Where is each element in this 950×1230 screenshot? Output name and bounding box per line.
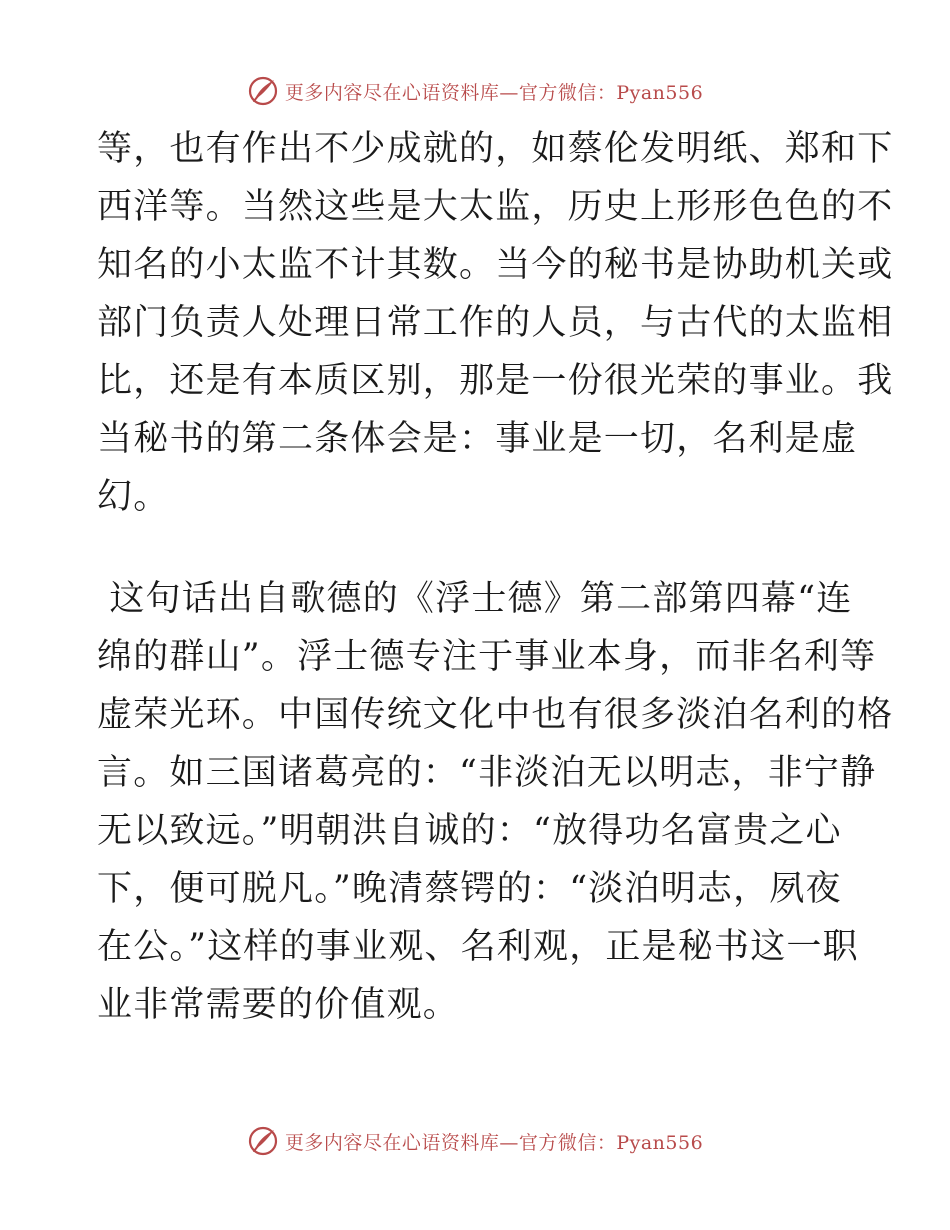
paragraph-2 [97, 570, 894, 1034]
footer-banner [0, 1121, 950, 1161]
text-line: 言。如三国诸葛亮的：“非淡泊无以明志，非宁静 [97, 753, 877, 793]
text-line: 西洋等。当然这些是大太监，历史上形形色色的不 [97, 187, 894, 227]
text-line: 部门负责人处理日常工作的人员，与古代的太监相 [97, 303, 894, 343]
footer-banner-text: 更多内容尽在心语资料库—官方微信：Pyan556 [284, 1131, 704, 1154]
text-line: 业非常需要的价值观。 [97, 985, 460, 1025]
paragraph-gap [97, 526, 857, 570]
header-banner-text: 更多内容尽在心语资料库—官方微信：Pyan556 [284, 81, 704, 104]
text-line: 幻。 [97, 477, 170, 517]
header-banner [0, 71, 950, 111]
text-line: 虚荣光环。中国传统文化中也有很多淡泊名利的格 [97, 695, 894, 735]
text-line: 知名的小太监不计其数。当今的秘书是协助机关或 [97, 245, 894, 285]
text-line: 无以致远。”明朝洪自诚的：“放得功名富贵之心 [97, 811, 842, 851]
text-line: 当秘书的第二条体会是：事业是一切，名利是虚 [97, 419, 858, 459]
paragraph-1 [97, 120, 894, 526]
text-line: 等，也有作出不少成就的，如蔡伦发明纸、郑和下 [97, 129, 894, 169]
quill-pen-logo-icon [247, 1125, 279, 1157]
text-line: 这句话出自歌德的《浮士德》第二部第四幕“连 [97, 579, 853, 619]
text-line: 在公。”这样的事业观、名利观，正是秘书这一职 [97, 927, 859, 967]
document-body [97, 120, 894, 1034]
text-line: 绵的群山”。浮士德专注于事业本身，而非名利等 [97, 637, 877, 677]
text-line: 下，便可脱凡。”晚清蔡锷的：“淡泊明志，夙夜 [97, 869, 842, 909]
text-line: 比，还是有本质区别，那是一份很光荣的事业。我 [97, 361, 894, 401]
quill-pen-logo-icon [247, 75, 279, 107]
